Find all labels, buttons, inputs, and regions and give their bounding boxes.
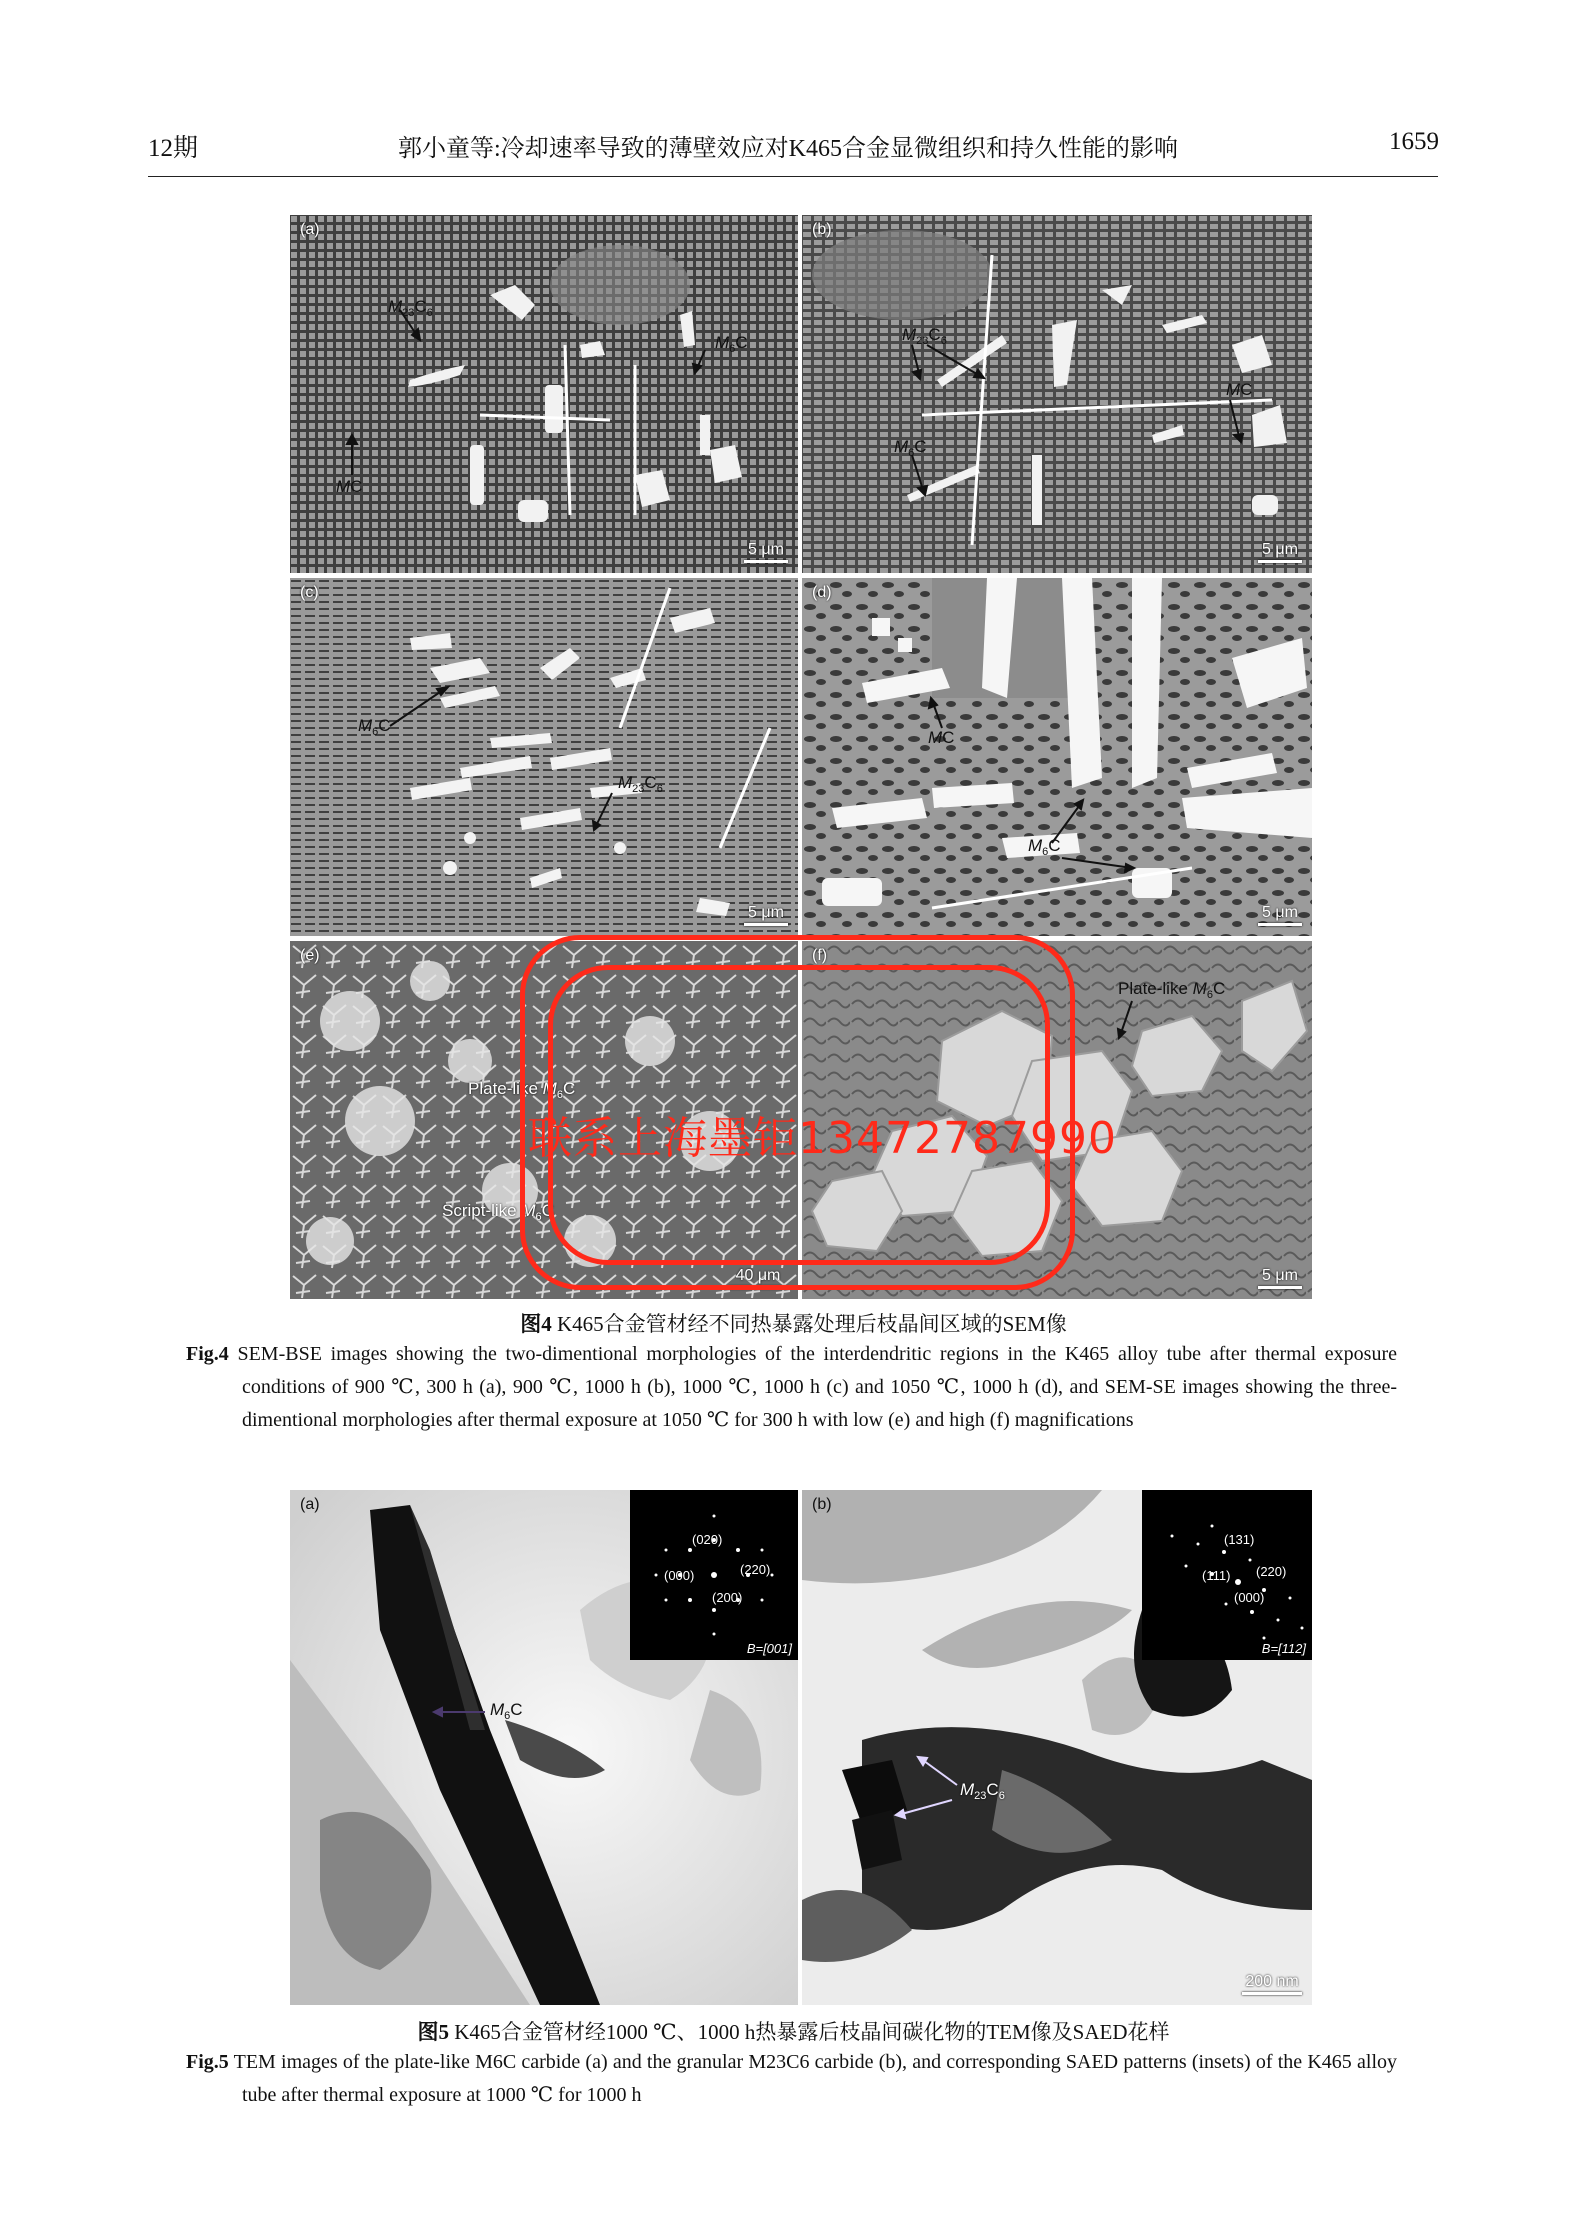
arrows-a xyxy=(290,215,798,573)
saed-spot-020: (020) xyxy=(692,1532,723,1547)
fig5-en-text: TEM images of the plate-like M6C carbide (a) and the granular M23C6 carbide (b), and corresponding SAED patterns (insets) of the K465 alloy tube after thermal exposure at 1000 ℃ for 1000 h xyxy=(233,2051,1397,2106)
panel-label-b: (b) xyxy=(812,221,832,238)
panel-label-f: (f) xyxy=(812,947,828,964)
fig4-panel-d xyxy=(802,578,1312,936)
panel-label-d: (d) xyxy=(812,584,832,601)
fig4-panel-a xyxy=(290,215,798,573)
fig5-cn-num: 图5 xyxy=(417,2020,449,2044)
fig5-caption-cn xyxy=(0,2016,1587,2046)
fig4-en-text: SEM-BSE images showing the two-dimentional morphologies of the interdendritic regions in the K465 alloy tube after thermal exposure conditions of 900 ℃, 300 h (a), 900 ℃, 1000 h (b), 1000 ℃, 1000 h (c) and 1050 ℃, 1000 h (d), and SEM-SE images showing the three-dimentional morphologies after thermal exposure at 1050 ℃ for 300 h with low (e) and high (f) magnifications xyxy=(237,1343,1398,1431)
running-title: 郭小童等:冷却速率导致的薄壁效应对K465合金显微组织和持久性能的影响 xyxy=(398,136,1178,162)
fig5-panel-b xyxy=(802,1490,1312,2005)
fig4-panel-c xyxy=(290,578,798,936)
annotation-m6c-a: $M_6C$ xyxy=(715,333,748,355)
fig4-caption-cn xyxy=(0,1308,1587,1338)
fig5-caption-en xyxy=(186,2046,1397,2112)
panel-label-c: (c) xyxy=(300,584,319,601)
watermark-text: 联系上海墨钜13472787990 xyxy=(528,1113,1117,1164)
annotation-m6c-b: $M_6C$ xyxy=(894,437,927,459)
annotation-plate-like-e: Plate-like $M_6C$ xyxy=(468,1079,576,1101)
saed-spot-200: (200) xyxy=(712,1590,743,1605)
annotation-mc-d: MC xyxy=(928,728,955,747)
fig4-en-num: Fig.4 xyxy=(186,1343,229,1365)
saed-spot-131: (131) xyxy=(1224,1532,1255,1547)
panel-label-fig5-b: (b) xyxy=(812,1496,832,1513)
annotation-mc-b: MC xyxy=(1226,380,1253,399)
header-rule xyxy=(148,176,1438,177)
fig4-cn-text: K465合金管材经不同热暴露处理后枝晶间区域的SEM像 xyxy=(556,1312,1067,1336)
annotation-m23c6-b: $M_{23}C_6$ xyxy=(902,325,947,347)
scale-bar-c: 5 μm xyxy=(744,904,788,926)
saed-spot-000-a: (000) xyxy=(664,1568,695,1583)
saed-zone-b: B=[112] xyxy=(1261,1641,1306,1656)
panel-label-a: (a) xyxy=(300,221,320,238)
saed-spot-220-a: (220) xyxy=(740,1562,771,1577)
saed-spot-111: (111) xyxy=(1202,1568,1231,1583)
scale-bar-d: 5 μm xyxy=(1258,904,1302,926)
fig4-panel-b xyxy=(802,215,1312,573)
panel-label-e: (e) xyxy=(300,947,320,964)
arrow-fig5-a xyxy=(290,1490,798,2005)
scale-bar-e: 40 μm xyxy=(728,1267,788,1289)
arrows-d xyxy=(802,578,1312,936)
annotation-script-like-e: Script-like $M_6C$ xyxy=(442,1201,554,1223)
annotation-m6c-fig5: $M_6C$ xyxy=(490,1700,523,1722)
panel-label-fig5-a: (a) xyxy=(300,1496,320,1513)
saed-spot-220-b: (220) xyxy=(1256,1564,1287,1579)
scale-bar-fig5-b: 200 nm xyxy=(1242,1973,1302,1995)
annotation-m6c-c: $M_6C$ xyxy=(358,716,391,738)
fig4-caption-en xyxy=(186,1338,1398,1437)
issue-number: 12期 xyxy=(148,135,199,162)
scale-bar-b: 5 μm xyxy=(1258,541,1302,563)
scale-bar-f: 5 μm xyxy=(1258,1267,1302,1289)
page-number: 1659 xyxy=(1389,128,1439,155)
arrows-c xyxy=(290,578,798,936)
annotation-m23c6-c: $M_{23}C_6$ xyxy=(618,773,663,795)
fig5-cn-text: K465合金管材经1000 ℃、1000 h热暴露后枝晶间碳化物的TEM像及SAED花样 xyxy=(454,2020,1170,2044)
annotation-m6c-d: $M_6C$ xyxy=(1028,836,1061,858)
annotation-m23c6-fig5: $M_{23}C_6$ xyxy=(960,1780,1005,1802)
saed-spot-000-b: (000) xyxy=(1234,1590,1265,1605)
saed-zone-a: B=[001] xyxy=(746,1641,792,1656)
annotation-m23c6-a: $M_{23}C_6$ xyxy=(388,297,433,319)
annotation-plate-like-f: Plate-like $M_6C$ xyxy=(1118,979,1226,1001)
annotation-mc-a: MC xyxy=(336,477,363,496)
arrows-fig5-b xyxy=(802,1490,1312,2005)
fig5-en-num: Fig.5 xyxy=(186,2051,229,2073)
scale-bar-a: 5 μm xyxy=(744,541,788,563)
fig5-panel-a xyxy=(290,1490,798,2005)
fig4-cn-num: 图4 xyxy=(520,1312,552,1336)
